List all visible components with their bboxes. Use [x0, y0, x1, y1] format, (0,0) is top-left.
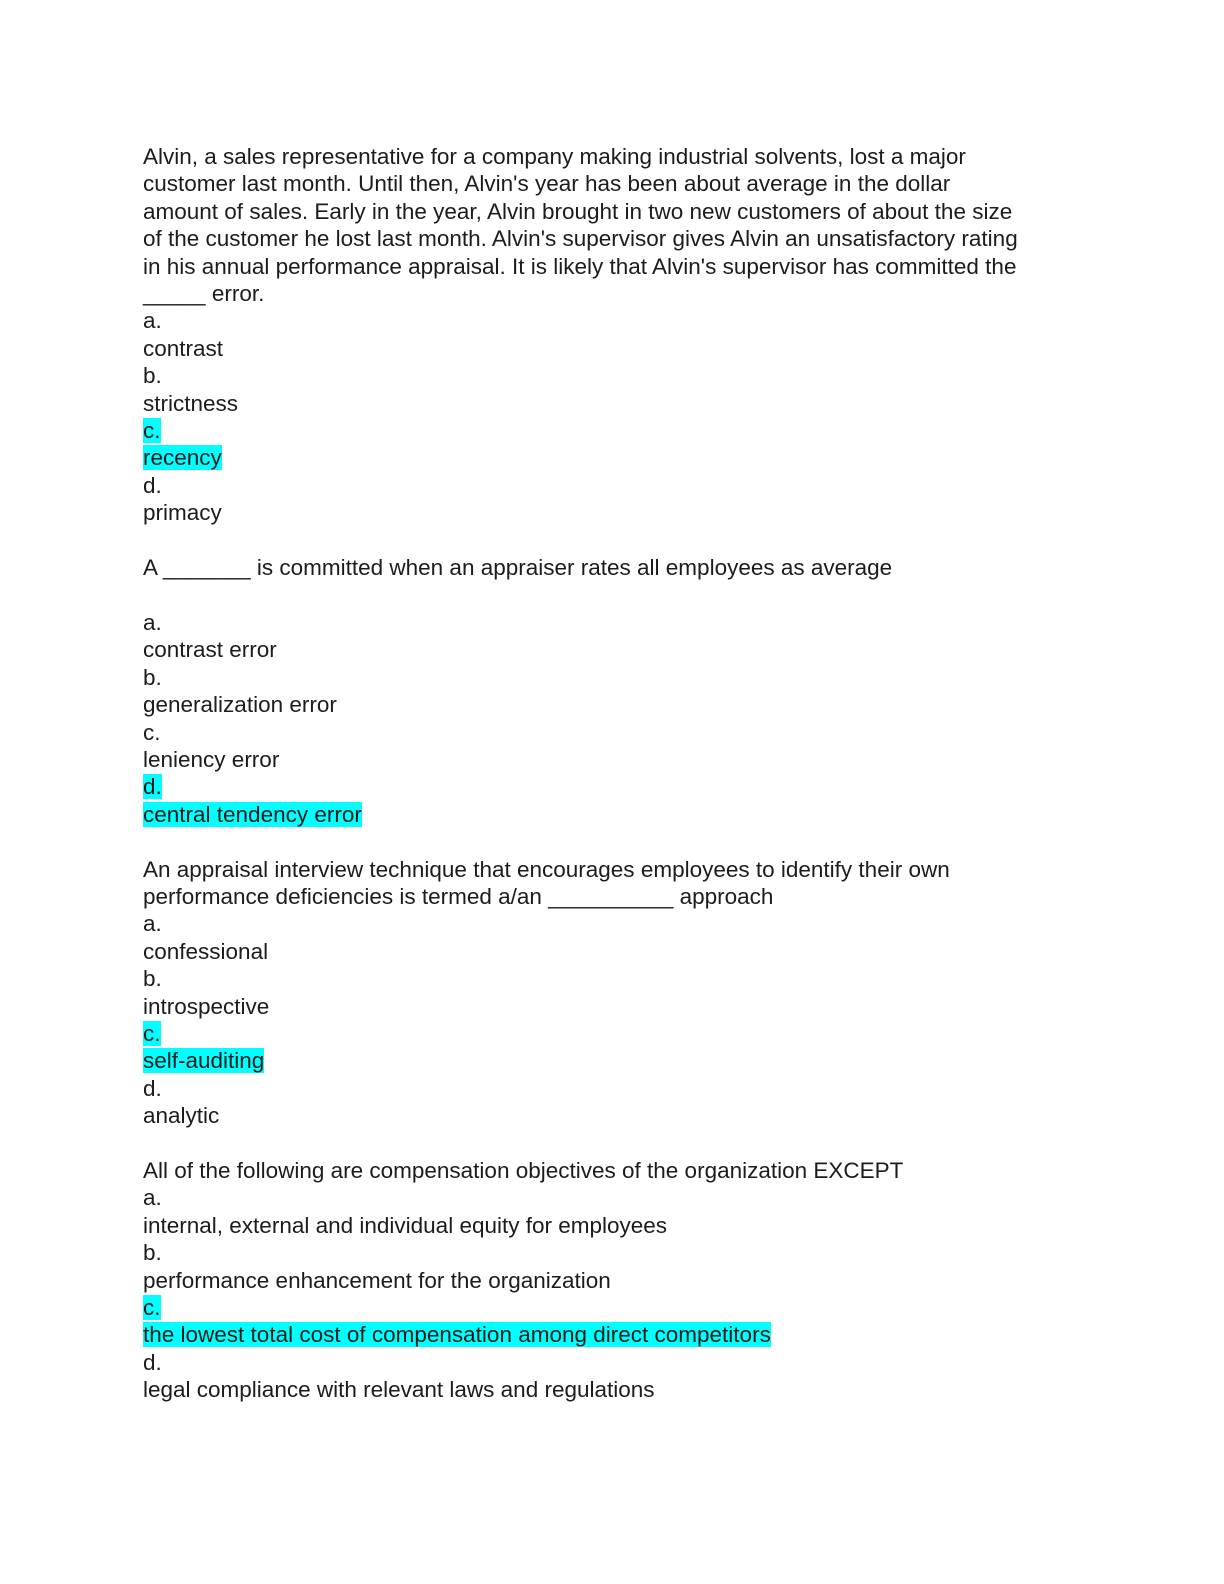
option-text: primacy — [143, 500, 222, 526]
question-1-options — [143, 307, 1083, 526]
option-letter: d. — [143, 472, 162, 498]
option-text: generalization error — [143, 692, 337, 718]
option-letter-highlighted: c. — [143, 1020, 161, 1046]
spacer — [143, 1130, 1083, 1157]
question-1 — [143, 143, 1083, 527]
question-1-line-4: of the customer he lost last month. Alvin's supervisor gives Alvin an unsatisfactory rating — [143, 226, 1018, 252]
question-1-line-1: Alvin, a sales representative for a company making industrial solvents, lost a major — [143, 144, 966, 169]
option-letter: b. — [143, 1240, 162, 1266]
option-letter: b. — [143, 363, 162, 389]
option-letter: a. — [143, 609, 162, 635]
option-letter-highlighted: d. — [143, 774, 162, 800]
question-4-line-1: All of the following are compensation objectives of the organization EXCEPT — [143, 1157, 904, 1183]
option-letter: a. — [143, 308, 162, 334]
option-text: contrast — [143, 335, 224, 361]
option-text-highlighted: self-auditing — [143, 1048, 265, 1074]
question-4-options — [143, 1184, 1083, 1403]
question-3-line-2: performance deficiencies is termed a/an __________ approach — [143, 883, 774, 909]
option-letter: b. — [143, 664, 162, 690]
option-text: analytic — [143, 1103, 220, 1129]
question-1-line-5: in his annual performance appraisal. It is likely that Alvin's supervisor has committed the — [143, 253, 1017, 279]
question-3-line-1: An appraisal interview technique that encourages employees to identify their own — [143, 856, 950, 882]
option-text: confessional — [143, 938, 269, 964]
option-text-highlighted: the lowest total cost of compensation among direct competitors — [143, 1322, 771, 1348]
question-4 — [143, 1157, 1083, 1404]
option-letter: b. — [143, 966, 162, 992]
spacer — [143, 828, 1083, 855]
question-3-options — [143, 910, 1083, 1129]
option-letter: a. — [143, 1185, 162, 1211]
option-letter: d. — [143, 1075, 162, 1101]
question-1-line-6: _____ error. — [143, 281, 265, 307]
option-text: performance enhancement for the organization — [143, 1267, 611, 1293]
question-2-line-1: A _______ is committed when an appraiser rates all employees as average — [143, 555, 893, 581]
question-2-options — [143, 609, 1083, 828]
spacer — [143, 527, 1083, 554]
option-letter-highlighted: c. — [143, 1295, 161, 1320]
spacer — [143, 581, 1083, 608]
question-3 — [143, 856, 1083, 1130]
option-text: strictness — [143, 390, 239, 416]
question-1-line-3: amount of sales. Early in the year, Alvin brought in two new customers of about the size — [143, 198, 1013, 224]
option-letter-highlighted: c. — [143, 418, 161, 444]
option-letter: a. — [143, 911, 162, 937]
question-2 — [143, 554, 1083, 828]
option-text: introspective — [143, 993, 270, 1019]
option-text: internal, external and individual equity for employees — [143, 1212, 668, 1238]
option-text: contrast error — [143, 637, 277, 663]
option-text: legal compliance with relevant laws and regulations — [143, 1377, 655, 1403]
option-text: leniency error — [143, 746, 280, 772]
option-letter: d. — [143, 1349, 162, 1375]
option-text-highlighted: central tendency error — [143, 801, 362, 827]
option-text-highlighted: recency — [143, 445, 222, 471]
option-letter: c. — [143, 719, 161, 745]
document-page — [143, 143, 1083, 1404]
question-1-line-2: customer last month. Until then, Alvin's year has been about average in the dollar — [143, 171, 951, 197]
